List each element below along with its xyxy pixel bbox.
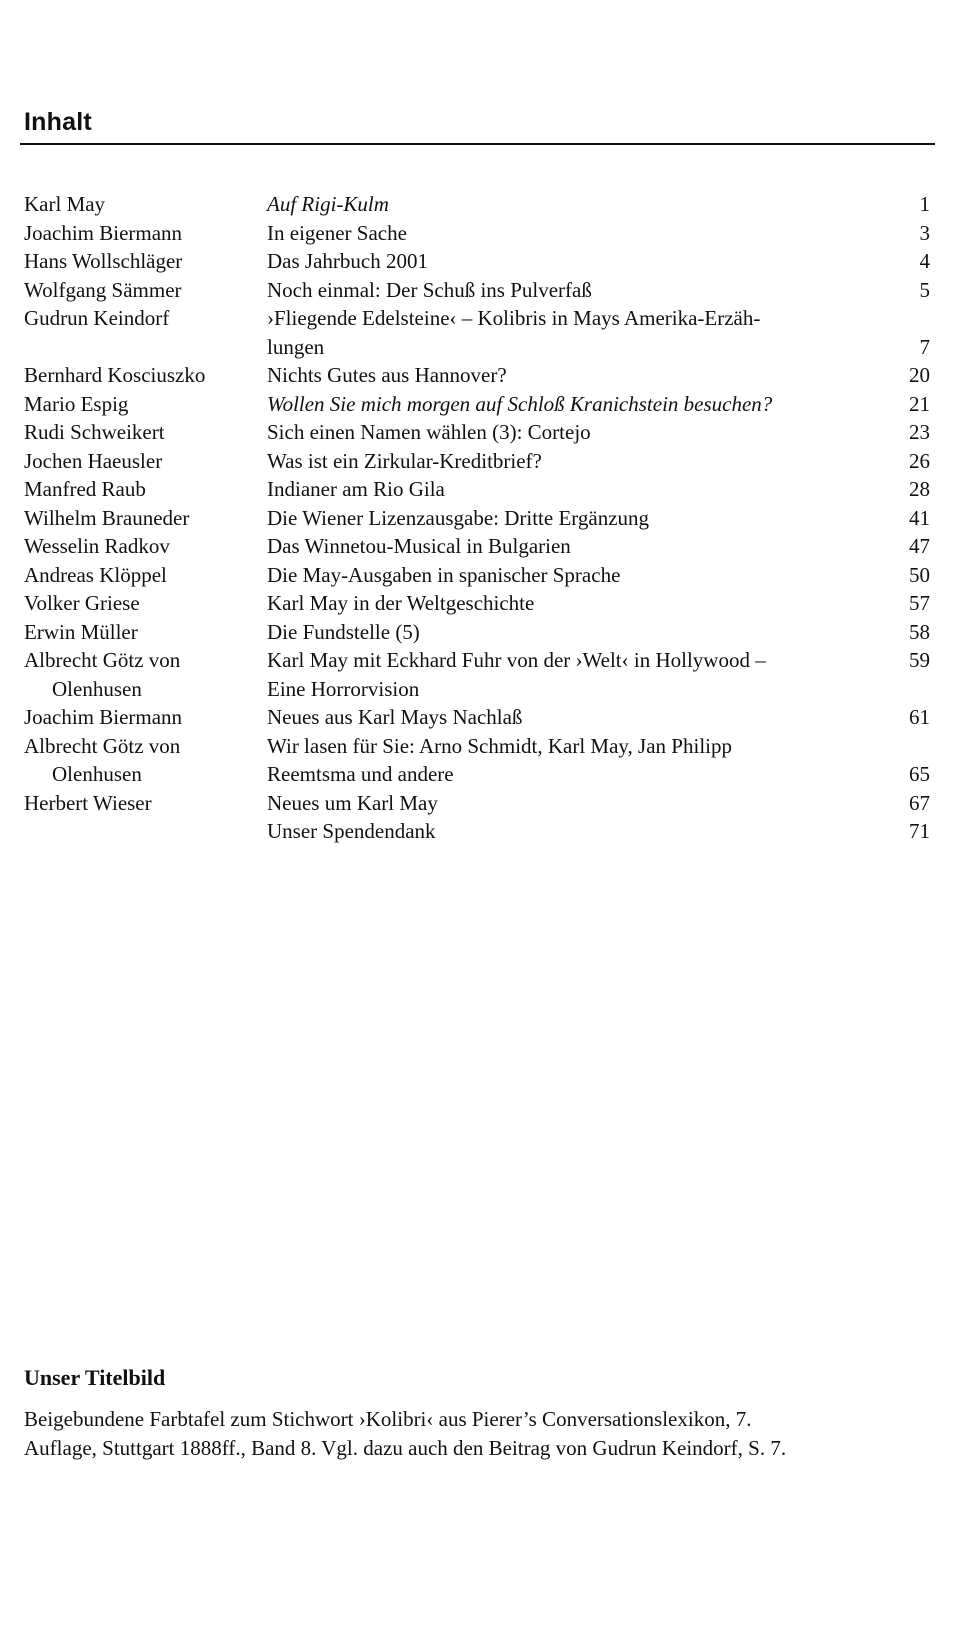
toc-title (267, 646, 879, 703)
toc-page: 5 (919, 277, 930, 302)
toc-page: 65 (909, 762, 930, 786)
toc-entry (24, 589, 930, 618)
toc-entry (24, 475, 930, 504)
toc-title: Die Fundstelle (5) (267, 619, 420, 644)
toc-author: Wolfgang Sämmer (24, 277, 182, 302)
toc-title-line: Karl May mit Eckhard Fuhr von der ›Welt‹ in Hollywood – (267, 648, 766, 672)
toc-title: In eigener Sache (267, 220, 407, 245)
toc-author-line: Albrecht Götz von (24, 648, 181, 672)
toc-author-line: Albrecht Götz von (24, 733, 181, 758)
toc-page: 41 (909, 505, 930, 530)
toc-author-line: Olenhusen (52, 762, 142, 786)
toc-author (24, 646, 267, 703)
toc-entry (24, 732, 930, 789)
toc-page: 58 (909, 619, 930, 644)
toc-entry (24, 361, 930, 390)
toc-author: Andreas Klöppel (24, 562, 167, 587)
toc-title: Karl May in der Weltgeschichte (267, 591, 535, 615)
cover-text-line: Beigebundene Farbtafel zum Stichwort ›Kolibri‹ aus Pierer’s Conversationslexikon, 7. (24, 1407, 752, 1431)
page-title: Inhalt (24, 108, 92, 136)
toc-title: Neues aus Karl Mays Nachlaß (267, 705, 523, 729)
toc-title: Neues um Karl May (267, 790, 438, 815)
toc-author (24, 732, 267, 789)
toc-title-line: Reemtsma und andere (267, 762, 454, 786)
toc-author-line: Olenhusen (52, 676, 142, 701)
toc-author: Gudrun Keindorf (24, 306, 170, 330)
toc-page: 67 (909, 790, 930, 815)
toc-page: 21 (909, 391, 930, 416)
toc-page: 3 (919, 220, 930, 245)
toc-entry (24, 817, 930, 846)
toc-title-line: ›Fliegende Edelsteine‹ – Kolibris in Mays Amerika-Erzäh- (267, 306, 761, 330)
toc-author: Wesselin Radkov (24, 534, 170, 558)
toc-title: Wollen Sie mich morgen auf Schloß Kranichstein besuchen? (267, 391, 773, 416)
toc-title: Sich einen Namen wählen (3): Cortejo (267, 420, 591, 444)
toc-page: 23 (909, 420, 930, 444)
toc-author: Volker Griese (24, 591, 140, 615)
toc-entry (24, 247, 930, 276)
toc-author: Hans Wollschläger (24, 249, 183, 273)
toc-title: Was ist ein Zirkular-Kreditbrief? (267, 448, 542, 473)
toc-title: Noch einmal: Der Schuß ins Pulverfaß (267, 277, 592, 302)
toc-title: Die May-Ausgaben in spanischer Sprache (267, 562, 621, 587)
toc-title-line: Eine Horrorvision (267, 676, 420, 701)
toc-author: Jochen Haeusler (24, 448, 163, 473)
toc-page: 61 (909, 705, 930, 729)
toc-title (267, 732, 879, 789)
toc-entry (24, 447, 930, 476)
toc-page: 26 (909, 448, 930, 473)
toc-title: Unser Spendendank (267, 819, 436, 843)
toc-entry (24, 504, 930, 533)
toc-author: Bernhard Kosciuszko (24, 363, 206, 387)
toc-author: Herbert Wieser (24, 790, 152, 815)
toc-entry (24, 789, 930, 818)
cover-description (24, 1405, 930, 1463)
toc-title-line: Wir lasen für Sie: Arno Schmidt, Karl May, Jan Philipp (267, 733, 732, 758)
toc-title: Indianer am Rio Gila (267, 477, 445, 501)
toc-author: Mario Espig (24, 391, 129, 416)
toc-page: 47 (909, 534, 930, 558)
toc-entry (24, 390, 930, 419)
toc-author: Rudi Schweikert (24, 420, 165, 444)
title-rule (20, 143, 935, 145)
toc-entry (24, 532, 930, 561)
table-of-contents (24, 190, 930, 846)
toc-entry (24, 418, 930, 447)
toc-entry (24, 304, 930, 361)
toc-page: 50 (909, 562, 930, 587)
toc-page: 1 (919, 192, 930, 216)
toc-page: 57 (909, 591, 930, 615)
toc-page: 7 (919, 334, 930, 359)
toc-author: Joachim Biermann (24, 705, 183, 729)
toc-entry (24, 190, 930, 219)
toc-title (267, 304, 879, 361)
toc-page: 28 (909, 477, 930, 501)
toc-title-line: lungen (267, 334, 325, 359)
cover-heading: Unser Titelbild (24, 1365, 166, 1390)
toc-author: Wilhelm Brauneder (24, 505, 190, 530)
toc-entry (24, 219, 930, 248)
toc-title: Das Winnetou-Musical in Bulgarien (267, 534, 571, 558)
toc-author: Erwin Müller (24, 619, 138, 644)
toc-entry (24, 276, 930, 305)
toc-title: Nichts Gutes aus Hannover? (267, 363, 507, 387)
toc-author: Karl May (24, 192, 106, 216)
toc-entry (24, 561, 930, 590)
toc-entry (24, 618, 930, 647)
toc-entry (24, 646, 930, 703)
toc-title: Das Jahrbuch 2001 (267, 249, 428, 273)
toc-page: 59 (909, 648, 930, 672)
toc-entry (24, 703, 930, 732)
toc-page: 4 (919, 249, 930, 273)
toc-title: Auf Rigi-Kulm (267, 192, 389, 216)
toc-author (24, 817, 267, 846)
toc-page: 71 (909, 819, 930, 843)
toc-title: Die Wiener Lizenzausgabe: Dritte Ergänzung (267, 505, 650, 530)
cover-text-line: Auflage, Stuttgart 1888ff., Band 8. Vgl. dazu auch den Beitrag von Gudrun Keindorf, S. 7. (24, 1436, 787, 1460)
toc-page: 20 (909, 363, 930, 387)
toc-author: Manfred Raub (24, 477, 146, 501)
toc-author: Joachim Biermann (24, 220, 183, 245)
